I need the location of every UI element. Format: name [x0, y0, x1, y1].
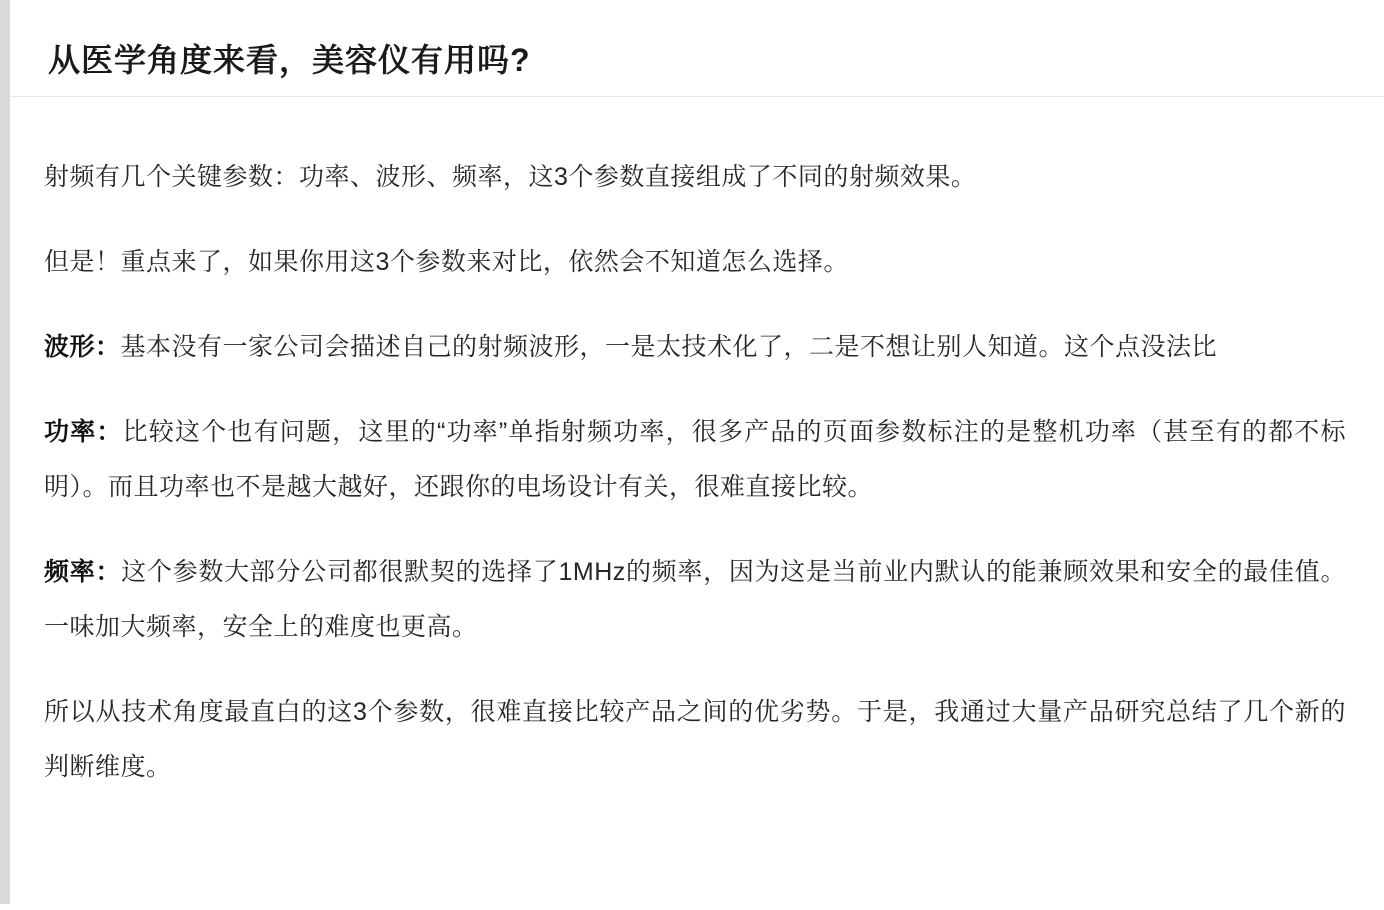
paragraph-lead: 频率： [44, 558, 122, 586]
left-edge-rail [0, 0, 10, 910]
paragraph [44, 320, 1346, 375]
paragraph-text: 这个参数大部分公司都很默契的选择了1MHz的频率，因为这是当前业内默认的能兼顾效果和安全的最佳值。一味加大频率，安全上的难度也更高。 [44, 558, 1346, 641]
paragraph-text: 所以从技术角度最直白的这3个参数，很难直接比较产品之间的优劣势。于是，我通过大量产品研究总结了几个新的判断维度。 [44, 698, 1346, 781]
title-divider [10, 96, 1384, 97]
paragraph-lead: 波形： [44, 333, 121, 361]
page-title: 从医学角度来看，美容仪有用吗? [48, 42, 531, 79]
paragraph-text: 基本没有一家公司会描述自己的射频波形，一是太技术化了，二是不想让别人知道。这个点没法比 [120, 333, 1218, 361]
article-body [44, 150, 1346, 795]
paragraph-text: 比较这个也有问题，这里的“功率”单指射频功率，很多产品的页面参数标注的是整机功率（甚至有的都不标明）。而且功率也不是越大越好，还跟你的电场设计有关，很难直接比较。 [44, 418, 1346, 501]
paragraph [44, 405, 1346, 515]
bottom-edge [0, 904, 1384, 910]
paragraph [44, 685, 1346, 795]
paragraph [44, 545, 1346, 655]
paragraph-text: 射频有几个关键参数：功率、波形、频率，这3个参数直接组成了不同的射频效果。 [44, 163, 977, 191]
paragraph [44, 235, 1346, 290]
paragraph [44, 150, 1346, 205]
paragraph-text: 但是！重点来了，如果你用这3个参数来对比，依然会不知道怎么选择。 [44, 248, 849, 276]
paragraph-lead: 功率： [44, 418, 123, 446]
